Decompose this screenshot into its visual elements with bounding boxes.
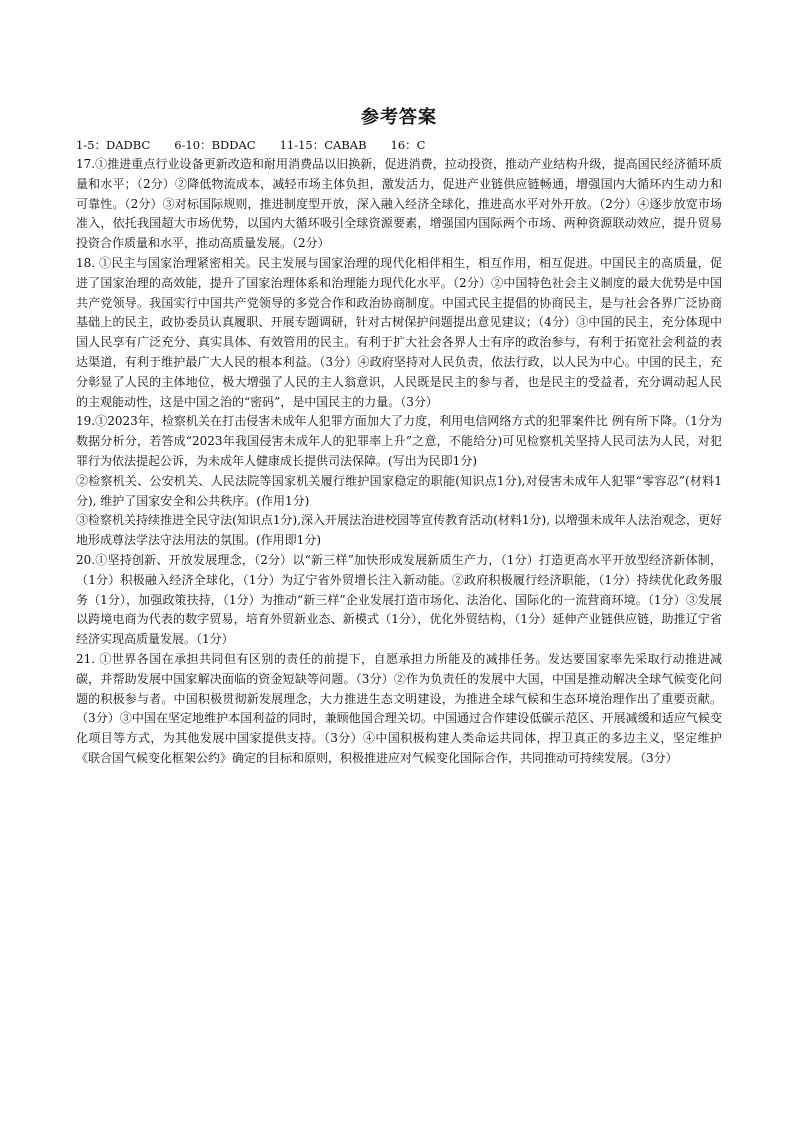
- mc-answers-6-10: 6-10：BDDAC: [174, 138, 256, 152]
- answer-20: 20.①坚持创新、开放发展理念，（2分）以“新三样”加快形成发展新质生产力，（1分）打造更高水平开放型经济新体制，（1分）积极融入经济全球化，（1分）为辽宁省外贸增长注入新动能。②政府积极履行经济职能，（1分）持续优化政务服务（1分），加强政策扶持，（1分）为推动“新三样”企业发展打造市场化、法治化、国际化的一流营商环境。（1分）③发展以跨境电商为代表的数字贸易，培育外贸新业态、新模式（1分），优化外贸结构，（1分）延伸产业链供应链，助推辽宁省经济实现高质量发展。（1分）: [76, 552, 722, 647]
- mc-answers-11-15: 11-15：CABAB: [279, 138, 367, 152]
- mc-answer-16: 16：C: [390, 138, 426, 152]
- mc-answers-1-5: 1-5：DADBC: [76, 138, 151, 152]
- answer-document: [76, 100, 722, 769]
- answer-19-part-2: ②检察机关、公安机关、人民法院等国家机关履行维护国家稳定的职能(知识点1分),对侵害未成年人犯罪“零容忍”(材料1分), 维护了国家安全和公共秩序。(作用1分): [76, 473, 722, 508]
- answer-19-part-3: ③检察机关持续推进全民守法(知识点1分),深入开展法治进校园等宣传教育活动(材料1分), 以增强未成年人法治观念，更好地形成尊法学法守法用法的氛围。(作用即1分): [76, 513, 722, 548]
- multiple-choice-answers: [76, 136, 722, 155]
- answer-21: 21. ①世界各国在承担共同但有区别的责任的前提下，自愿承担力所能及的减排任务。发达要国家率先采取行动推进减碳，并帮助发展中国家解决面临的资金短缺等问题。（3分）②作为负责任的发展中大国，中国是推动解决全球气候变化问题的积极参与者。中国积极贯彻新发展理念，大力推进生态文明建设，为推进全球气候和生态环境治理作出了重要贡献。（3分）③中国在坚定地维护本国利益的同时，兼顾他国合理关切。中国通过合作建设低碳示范区、开展减缓和适应气候变化项目等方式，为其他发展中国家提供支持。（3分）④中国积极构建人类命运共同体，捍卫真正的多边主义，坚定维护《联合国气候变化框架公约》确定的目标和原则，积极推进应对气候变化国际合作，共同推动可持续发展。（3分）: [76, 651, 722, 765]
- answer-19-part-1: 19.①2023年，检察机关在打击侵害未成年人犯罪方面加大了力度，利用电信网络方式的犯罪案件比 例有所下降。（1分为数据分析分，若答成“2023年我国侵害未成年人的犯罪率上升”之意，不能给分)可见检察机关坚持人民司法为人民，对犯罪行为依法提起公诉，为未成年人健康成长提供司法保障。(写出为民即1分): [76, 414, 722, 468]
- answer-17: 17.①推进重点行业设备更新改造和耐用消费品以旧换新，促进消费，拉动投资，推动产业结构升级，提高国民经济循环质量和水平；（2分）②降低物流成本，减轻市场主体负担，激发活力，促进产业链供应链畅通，增强国内大循环内生动力和可靠性。（2分）③对标国际规则，推进制度型开放，深入融入经济全球化，推进高水平对外开放。（2分）④逐步放宽市场准入，依托我国超大市场优势，以国内大循环吸引全球资源要素，增强国内国际两个市场、两种资源联动效应，提升贸易投资合作质量和水平，推动高质量发展。（2分）: [76, 157, 722, 251]
- answer-18: 18. ①民主与国家治理紧密相关。民主发展与国家治理的现代化相伴相生，相互作用，相互促进。中国民主的高质量，促进了国家治理的高效能，提升了国家治理体系和治理能力现代化水平。（2分）②中国特色社会主义制度的最大优势是中国共产党领导。我国实行中国共产党领导的多党合作和政治协商制度。中国式民主提倡的协商民主，是与社会各界广泛协商基础上的民主，政协委员认真履职、开展专题调研，针对古树保护问题提出意见建议；（4分）③中国的民主，充分体现中国人民享有广泛充分、真实具体、有效管用的民主。有利于扩大社会各界人士有序的政治参与，有利于拓宽社会利益的表达渠道，有利于维护最广大人民的根本利益。（3分）④政府坚持对人民负责，依法行政，以人民为中心。中国的民主，充分彰显了人民的主体地位，极大增强了人民的主人翁意识，人民既是民主的参与者，也是民主的受益者，充分调动起人民的主观能动性，这是中国之治的“密码”，是中国民主的力量。（3分）: [76, 255, 722, 409]
- page-title: 参考答案: [361, 107, 437, 128]
